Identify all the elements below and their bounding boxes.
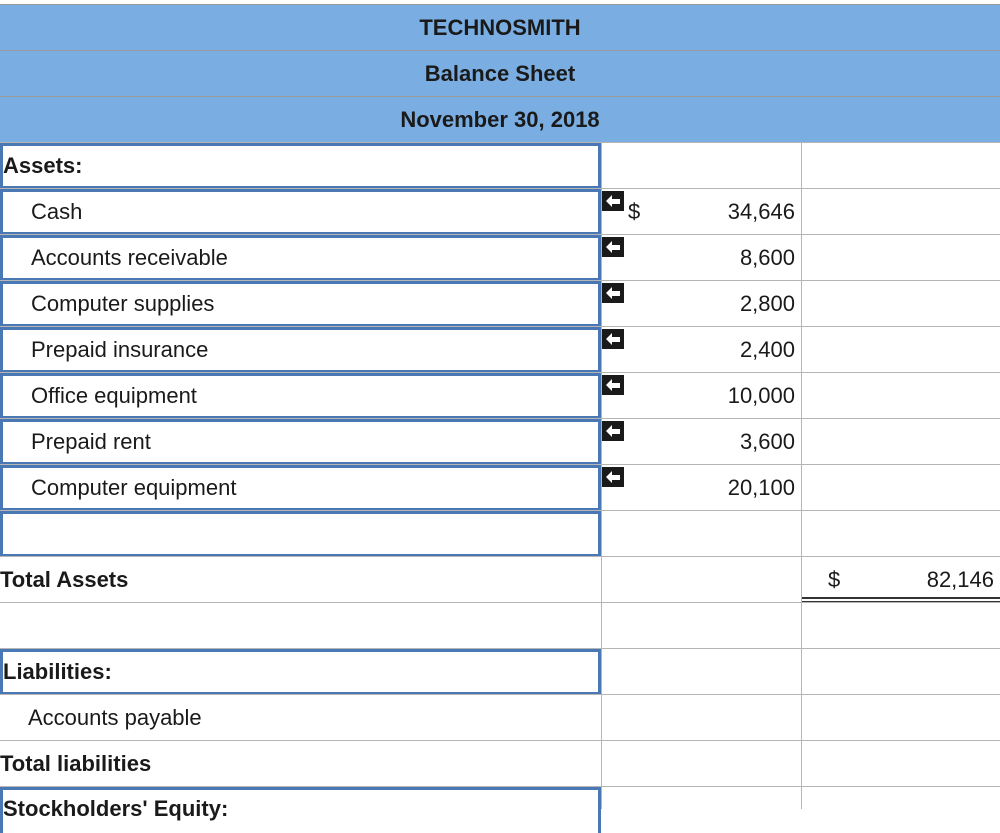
equity-heading-text: Stockholders' Equity: [3, 796, 229, 821]
equity-heading-field[interactable] [0, 787, 601, 833]
total-cell [801, 143, 1000, 189]
amount-cell [601, 557, 801, 603]
total-cell [801, 511, 1000, 557]
total-cell [801, 373, 1000, 419]
undo-arrow-icon[interactable] [602, 191, 624, 211]
asset-label-field[interactable] [0, 189, 601, 235]
accounts-payable-text: Accounts payable [28, 705, 202, 730]
asset-label-text: Prepaid rent [31, 429, 151, 454]
total-assets-value: 82,146 [926, 567, 994, 592]
equity-heading-row [0, 786, 1000, 821]
total-cell [801, 787, 1000, 809]
amount-cell [601, 649, 801, 695]
undo-arrow-icon[interactable] [602, 237, 624, 257]
table-row [0, 326, 1000, 372]
amount-cell[interactable] [601, 281, 801, 327]
amount-cell [601, 143, 801, 189]
assets-heading-text: Assets: [3, 153, 83, 178]
total-assets-cell [801, 557, 1000, 603]
report-title [0, 50, 1000, 96]
assets-heading-row [0, 142, 1000, 188]
accounts-payable-label [0, 695, 601, 741]
total-cell [801, 465, 1000, 511]
asset-value: 3,600 [739, 429, 795, 454]
table-row [0, 372, 1000, 418]
asset-value: 2,800 [739, 291, 795, 316]
asset-label-text: Computer equipment [31, 475, 237, 500]
asset-label-field[interactable] [0, 235, 601, 281]
undo-arrow-icon[interactable] [602, 421, 624, 441]
total-cell [801, 281, 1000, 327]
asset-label-field[interactable] [0, 419, 601, 465]
report-date [0, 96, 1000, 142]
amount-cell[interactable] [601, 465, 801, 511]
undo-arrow-icon[interactable] [602, 375, 624, 395]
amount-cell [601, 695, 801, 741]
total-dollar-sign: $ [828, 567, 841, 592]
report-date-text: November 30, 2018 [400, 106, 600, 132]
asset-value: 34,646 [727, 199, 795, 224]
liabilities-heading-text: Liabilities: [3, 659, 112, 684]
empty-asset-field[interactable] [0, 511, 601, 557]
total-cell [801, 603, 1000, 649]
total-assets-label [0, 557, 601, 603]
asset-label-text: Accounts receivable [31, 245, 228, 270]
total-cell [801, 419, 1000, 465]
asset-label-text: Computer supplies [31, 291, 215, 316]
amount-cell [601, 787, 801, 809]
liabilities-heading-field[interactable] [0, 649, 601, 695]
company-name-text: TECHNOSMITH [419, 14, 581, 40]
asset-label-field[interactable] [0, 281, 601, 327]
amount-cell [601, 741, 801, 787]
asset-label-field[interactable] [0, 465, 601, 511]
table-row [0, 418, 1000, 464]
asset-value: 20,100 [727, 475, 795, 500]
total-assets-row [0, 556, 1000, 602]
table-row [0, 234, 1000, 280]
amount-cell [601, 603, 801, 649]
table-row [0, 188, 1000, 234]
total-cell [801, 741, 1000, 787]
asset-label-text: Cash [31, 199, 83, 224]
total-cell [801, 649, 1000, 695]
undo-arrow-icon[interactable] [602, 283, 624, 303]
total-cell [801, 189, 1000, 235]
total-liabilities-row [0, 740, 1000, 786]
table-row [0, 464, 1000, 510]
asset-label-field[interactable] [0, 327, 601, 373]
amount-cell[interactable] [601, 327, 801, 373]
dollar-sign: $ [628, 199, 641, 224]
asset-value: 10,000 [727, 383, 795, 408]
assets-heading-field[interactable] [0, 143, 601, 189]
amount-cell[interactable] [601, 235, 801, 281]
asset-label-field[interactable] [0, 373, 601, 419]
undo-arrow-icon[interactable] [602, 329, 624, 349]
amount-cell [601, 511, 801, 557]
blank-label [0, 603, 601, 649]
total-cell [801, 695, 1000, 741]
asset-value: 8,600 [739, 245, 795, 270]
total-liabilities-text: Total liabilities [0, 751, 152, 776]
total-cell [801, 235, 1000, 281]
table-row [0, 510, 1000, 556]
total-liabilities-label [0, 741, 601, 787]
asset-label-text: Office equipment [31, 383, 197, 408]
total-cell [801, 327, 1000, 373]
amount-cell[interactable] [601, 189, 801, 235]
asset-value: 2,400 [739, 337, 795, 362]
amount-cell[interactable] [601, 373, 801, 419]
company-name [0, 4, 1000, 50]
blank-row [0, 602, 1000, 648]
table-row [0, 280, 1000, 326]
undo-arrow-icon[interactable] [602, 467, 624, 487]
liabilities-heading-row [0, 648, 1000, 694]
table-row [0, 694, 1000, 740]
total-assets-text: Total Assets [0, 567, 129, 592]
asset-label-text: Prepaid insurance [31, 337, 209, 362]
report-title-text: Balance Sheet [424, 60, 576, 86]
amount-cell[interactable] [601, 419, 801, 465]
